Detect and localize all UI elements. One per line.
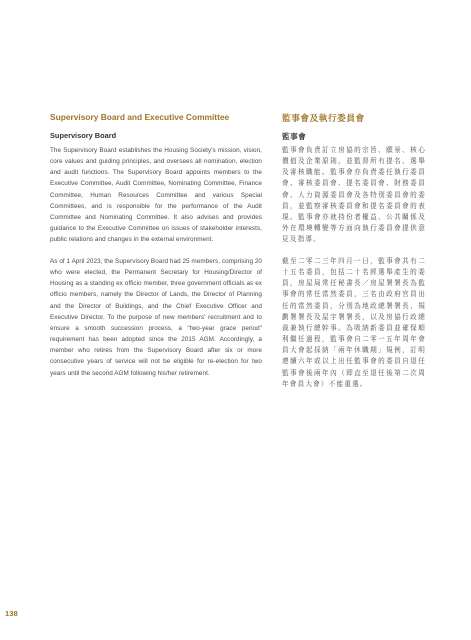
paragraph-zh-2: 截至二零二三年四月一日，監事會共有二十五名委員，包括二十名經選舉產生的委員，房屋局常任秘書長／房屋署署長為監事會的常任當然委員，三名由政府官員出任的當然委員，分別為地政總署署長、規劃署署長及屋宇署署長，以及房協行政總裁兼執行總幹事。為吸納新委員並確保順利繼任過程，監事會自二零一五年周年會員大會起採納「兩年休職期」規例，訂明連續六年或以上出任監事會的委員自退任監事會後兩年內（即直至退任後第二次周年會員大會）不能重選。 xyxy=(282,258,426,388)
paragraph-en-1: The Supervisory Board establishes the Housing Society's mission, vision, core values and guiding principles, and oversees all nomination, election and audit functions. The Supervisory Board appoints members to the Executive Committee, Audit Committee, Nominating Committee, Finance Committee, Human Resources Committee and various Special Committees, and is responsible for the performance of the Audit Committee and Nominating Committee. It also advises and provides guidance to the Executive Committee on issues of stakeholder interests, public relations and changes in the external environment. xyxy=(50,147,262,244)
paragraph-zh-1: 監事會負責訂立房協的宗旨、願景、核心價值及企業原則，並監督所有提名、選舉及審核職能。監事會亦負責委任執行委員會、審核委員會、提名委員會、財務委員會、人力資源委員會及各特別委員會的委員，並監察審核委員會和提名委員會的表現。監事會亦就持份者權益、公共關係及外在環境轉變等方面向執行委員會提供意見及指導。 xyxy=(282,147,426,244)
section-heading-en: Supervisory Board and Executive Committee xyxy=(50,112,230,122)
subheading-zh: 監事會 xyxy=(282,132,307,141)
section-heading-zh: 監事會及執行委員會 xyxy=(282,113,365,123)
page-number: 138 xyxy=(5,609,18,618)
subheading-en: Supervisory Board xyxy=(50,131,117,140)
paragraph-en-2: As of 1 April 2023, the Supervisory Board had 25 members, comprising 20 who were elected, the Permanent Secretary for Housing/Director of Housing as a standing ex officio member, three government officials as ex officio members, namely the Director of Lands, the Director of Planning and the Director of Buildings, and the Chief Executive Officer and Executive Director. To the purpose of new members' recruitment and to ensure a smooth succession process, a "two-year grace period" requirement has been adopted since the 2015 AGM. Accordingly, a member who retires from the Supervisory Board after six or more consecutive years of service will not be eligible for re-election for two years until the second AGM following his/her retirement. xyxy=(50,258,262,377)
